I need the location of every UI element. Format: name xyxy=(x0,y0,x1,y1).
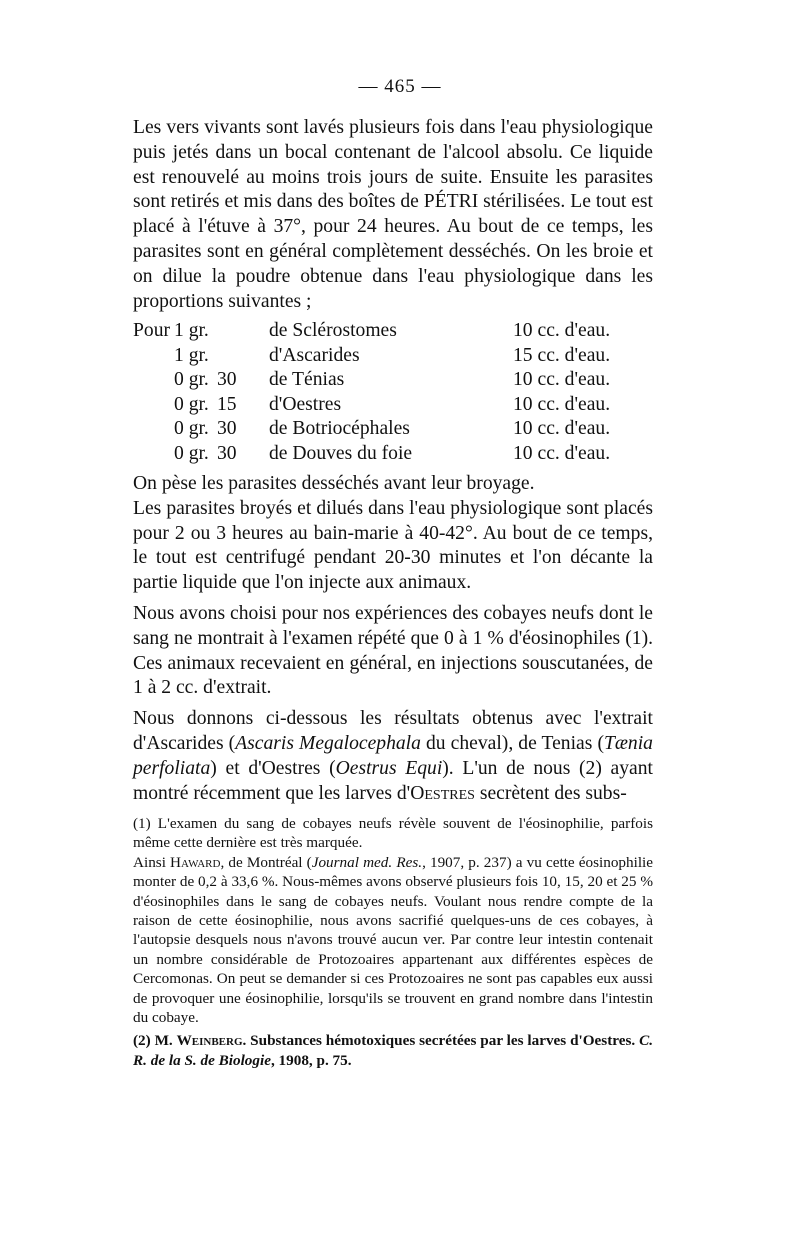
footnote-1b: Ainsi Haward, de Montréal (Journal med. Res., 1907, p. 237) a vu cette éosinophilie monter de 0,2 à 33,6 %. Nous-mêmes avons observé plusieurs fois 10, 15, 20 et 25 % d'éosinophiles dans le sang de cobayes neufs. Voulant nous rendre compte de la raison de cette éosinophilie, nous avons sacrifié quelques-uns de ces cobayes, à l'autopsie desquels nous n'avons trouvé aucun ver. Par contre leur intestin contenait un nombre considérable de Protozoaires appartenant aux différentes espèces de Cercomonas. On peut se demander si ces Protozoaires ne sont pas capables eux aussi de provoquer une éosinophilie, lorsqu'ils se trouvent en grand nombre dans l'intestin du cobaye. xyxy=(133,853,653,1027)
proportion-name: d'Oestres xyxy=(269,393,342,415)
proportion-pour: Pour xyxy=(133,320,171,341)
page-number: — 465 — xyxy=(358,76,442,97)
paragraph-1: Les vers vivants sont lavés plusieurs fois dans l'eau physiologique puis jetés dans un bocal contenant de l'alcool absolu. Ce liquide est renouvelé au moins trois jours de suite. Ensuite les parasites sont retirés et mis dans des boîtes de PÉTRI stérilisées. Le tout est placé à l'étuve à 37°, pour 24 heures. Au bout de ce temps, les parasites sont en général complètement desséchés. On les broie et on dilue la poudre obtenue dans l'eau physiologique dans les proportions suivantes ; xyxy=(133,117,653,312)
proportion-row xyxy=(133,442,653,467)
paragraph-4: Nous avons choisi pour nos expériences des cobayes neufs dont le sang ne montrait à l'examen répété que 0 à 1 % d'éosinophiles (1). Ces animaux recevaient en général, en injections souscutanées, de 1 à 2 cc. d'extrait. xyxy=(133,602,653,699)
proportion-row xyxy=(133,319,653,344)
proportion-name: de Douves du foie xyxy=(269,442,413,464)
proportion-qty: 1 gr. xyxy=(174,320,209,341)
proportion-vol: 10 cc. d'eau. xyxy=(513,393,611,415)
proportion-dec: 30 xyxy=(217,369,237,391)
paragraph-2: On pèse les parasites desséchés avant leur broyage. xyxy=(133,473,535,494)
main-text-continued xyxy=(133,472,653,806)
proportion-vol: 10 cc. d'eau. xyxy=(513,320,611,341)
proportion-qty: 0 gr. xyxy=(174,393,209,415)
proportion-vol: 10 cc. d'eau. xyxy=(513,442,611,464)
proportion-name: de Sclérostomes xyxy=(269,320,397,341)
proportions-table xyxy=(133,319,653,467)
footnote-1a: (1) L'examen du sang de cobayes neufs révèle souvent de l'éosinophilie, parfois même cette dernière est très marquée. xyxy=(133,815,653,852)
footnotes xyxy=(133,814,653,1070)
proportion-row xyxy=(133,417,653,442)
proportion-vol: 10 cc. d'eau. xyxy=(513,369,611,391)
footnote-2: (2) M. Weinberg. Substances hémotoxiques secrétées par les larves d'Oestres. C. R. de la S. de Biologie, 1908, p. 75. xyxy=(133,1032,653,1069)
proportion-row xyxy=(133,393,653,418)
paragraph-3: Les parasites broyés et dilués dans l'eau physiologique sont placés pour 2 ou 3 heures au bain-marie à 40-42°. Au bout de ce temps, le tout est centrifugé pendant 20-30 minutes et l'on décante la partie liquide que l'on injecte aux animaux. xyxy=(133,497,653,594)
proportion-qty: 0 gr. xyxy=(174,442,209,464)
proportion-vol: 15 cc. d'eau. xyxy=(513,344,611,366)
proportion-vol: 10 cc. d'eau. xyxy=(513,418,611,440)
proportion-qty: 0 gr. xyxy=(174,369,209,391)
proportion-qty: 1 gr. xyxy=(174,344,209,366)
proportion-name: d'Ascarides xyxy=(269,344,360,366)
proportion-qty: 0 gr. xyxy=(174,418,209,440)
proportion-name: de Botriocéphales xyxy=(269,418,410,440)
proportion-row xyxy=(133,344,653,369)
proportion-dec: 30 xyxy=(217,442,237,464)
proportion-name: de Ténias xyxy=(269,369,345,391)
proportion-dec: 30 xyxy=(217,418,237,440)
proportion-row xyxy=(133,368,653,393)
proportion-dec: 15 xyxy=(217,393,237,415)
main-text xyxy=(133,116,653,314)
paragraph-5: Nous donnons ci-dessous les résultats obtenus avec l'extrait d'Ascarides (Ascaris Megalocephala du cheval), de Tenias (Tænia perfoliata) et d'Oestres (Oestrus Equi). L'un de nous (2) ayant montré récemment que les larves d'Oestres secrètent des subs- xyxy=(133,708,653,804)
